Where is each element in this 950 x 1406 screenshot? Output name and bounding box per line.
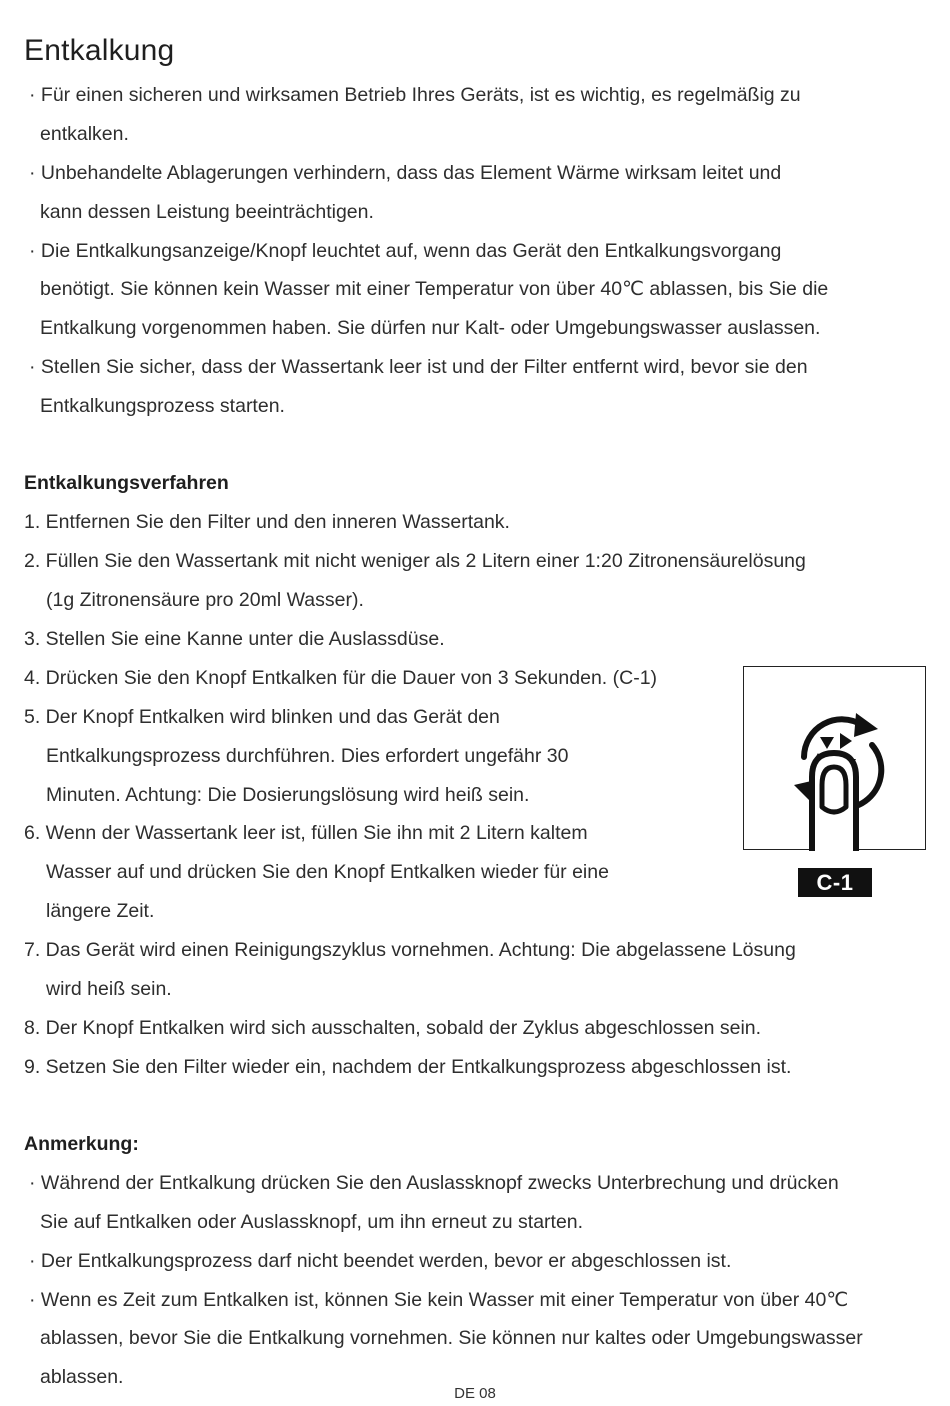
figure-c1-frame	[743, 666, 926, 850]
finger-press-descale-icon	[744, 667, 927, 851]
page-title: Entkalkung	[24, 34, 175, 67]
intro-line: · Stellen Sie sicher, dass der Wassertank leer ist und der Filter entfernt wird, bevor sie den	[29, 356, 808, 378]
intro-line: Entkalkungsprozess starten.	[40, 395, 285, 417]
note-line: · Wenn es Zeit zum Entkalken ist, können Sie kein Wasser mit einer Temperatur von über 40℃	[29, 1289, 849, 1311]
page-number: DE 08	[454, 1385, 496, 1402]
procedure-step: 7. Das Gerät wird einen Reinigungszyklus vornehmen. Achtung: Die abgelassene Lösung	[24, 939, 796, 961]
note-line: ablassen, bevor Sie die Entkalkung vornehmen. Sie können nur kaltes oder Umgebungswasser	[40, 1327, 863, 1349]
note-heading: Anmerkung:	[24, 1133, 139, 1155]
note-line: · Der Entkalkungsprozess darf nicht beendet werden, bevor er abgeschlossen ist.	[29, 1250, 732, 1272]
procedure-heading: Entkalkungsverfahren	[24, 472, 229, 494]
procedure-step: 6. Wenn der Wassertank leer ist, füllen Sie ihn mit 2 Litern kaltem	[24, 822, 588, 844]
intro-line: Entkalkung vorgenommen haben. Sie dürfen nur Kalt- oder Umgebungswasser auslassen.	[40, 317, 821, 339]
procedure-step: 4. Drücken Sie den Knopf Entkalken für die Dauer von 3 Sekunden. (C-1)	[24, 667, 658, 689]
procedure-step: Wasser auf und drücken Sie den Knopf Entkalken wieder für eine	[46, 861, 609, 883]
procedure-step: 8. Der Knopf Entkalken wird sich ausschalten, sobald der Zyklus abgeschlossen sein.	[24, 1017, 762, 1039]
intro-line: · Unbehandelte Ablagerungen verhindern, dass das Element Wärme wirksam leitet und	[29, 162, 782, 184]
intro-line: benötigt. Sie können kein Wasser mit einer Temperatur von über 40℃ ablassen, bis Sie die	[40, 278, 829, 300]
procedure-step: 5. Der Knopf Entkalken wird blinken und das Gerät den	[24, 706, 500, 728]
procedure-step: 1. Entfernen Sie den Filter und den inneren Wassertank.	[24, 511, 510, 533]
intro-line: · Für einen sicheren und wirksamen Betrieb Ihres Geräts, ist es wichtig, es regelmäßig zu	[29, 84, 801, 106]
note-line: Sie auf Entkalken oder Auslassknopf, um ihn erneut zu starten.	[40, 1211, 584, 1233]
procedure-step: längere Zeit.	[46, 900, 155, 922]
figure-c1-label: C-1	[798, 868, 872, 897]
intro-line: · Die Entkalkungsanzeige/Knopf leuchtet auf, wenn das Gerät den Entkalkungsvorgang	[29, 240, 782, 262]
procedure-step: 3. Stellen Sie eine Kanne unter die Auslassdüse.	[24, 628, 445, 650]
note-line: · Während der Entkalkung drücken Sie den Auslassknopf zwecks Unterbrechung und drücken	[29, 1172, 839, 1194]
procedure-step: Minuten. Achtung: Die Dosierungslösung wird heiß sein.	[46, 784, 530, 806]
procedure-step: 9. Setzen Sie den Filter wieder ein, nachdem der Entkalkungsprozess abgeschlossen ist.	[24, 1056, 792, 1078]
procedure-step: 2. Füllen Sie den Wassertank mit nicht weniger als 2 Litern einer 1:20 Zitronensäurelösung	[24, 550, 806, 572]
intro-line: kann dessen Leistung beeinträchtigen.	[40, 201, 374, 223]
intro-line: entkalken.	[40, 123, 129, 145]
procedure-step: (1g Zitronensäure pro 20ml Wasser).	[46, 589, 364, 611]
procedure-step: wird heiß sein.	[46, 978, 172, 1000]
procedure-step: Entkalkungsprozess durchführen. Dies erfordert ungefähr 30	[46, 745, 569, 767]
note-line: ablassen.	[40, 1366, 124, 1388]
